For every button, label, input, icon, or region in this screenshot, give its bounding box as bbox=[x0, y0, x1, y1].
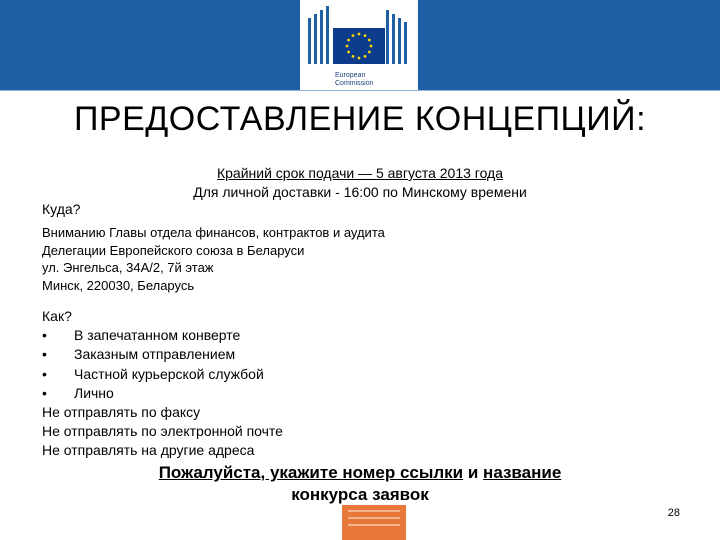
address-line: Вниманию Главы отдела финансов, контрактов и аудита bbox=[42, 225, 385, 240]
footer-logo-box bbox=[342, 505, 406, 540]
address-line: Делегации Европейского союза в Беларуси bbox=[42, 242, 305, 258]
deadline-block bbox=[80, 164, 640, 202]
deadline-date: Крайний срок подачи — 5 августа 2013 года bbox=[216, 165, 504, 181]
page-title: ПРЕДОСТАВЛЕНИЕ КОНЦЕПЦИЙ: bbox=[73, 100, 647, 138]
logo-caption: European Commission bbox=[335, 72, 374, 87]
note-line: Не отправлять по факсу bbox=[42, 404, 201, 421]
address-line: Минск, 220030, Беларусь bbox=[42, 277, 195, 293]
page-number: 28 bbox=[667, 507, 680, 519]
note-line: Не отправлять по электронной почте bbox=[42, 423, 283, 440]
how-heading: Как? bbox=[42, 308, 72, 324]
how-block bbox=[42, 307, 283, 461]
list-item: • Заказным отправлением bbox=[42, 345, 283, 364]
note-line: Не отправлять на другие адреса bbox=[42, 442, 255, 459]
bullet-icon: • bbox=[42, 346, 47, 363]
address-line: ул. Энгельса, 34А/2, 7й этаж bbox=[42, 260, 214, 275]
where-heading: Куда? bbox=[42, 201, 81, 217]
bullet-icon: • bbox=[42, 384, 47, 401]
deadline-time: Для личной доставки - 16:00 по Минскому времени bbox=[193, 184, 527, 200]
list-item: • В запечатанном конверте bbox=[42, 326, 283, 345]
bullet-icon: • bbox=[42, 327, 47, 344]
header-divider bbox=[0, 90, 720, 91]
address-block bbox=[42, 224, 385, 294]
bullet-icon: • bbox=[42, 365, 47, 382]
european-commission-logo bbox=[300, 0, 418, 90]
list-item: • Лично bbox=[42, 384, 283, 403]
reference-request: Пожалуйста, укажите номер ссылки и название конкурса заявок bbox=[158, 463, 562, 504]
list-item: • Частной курьерской службой bbox=[42, 365, 283, 384]
